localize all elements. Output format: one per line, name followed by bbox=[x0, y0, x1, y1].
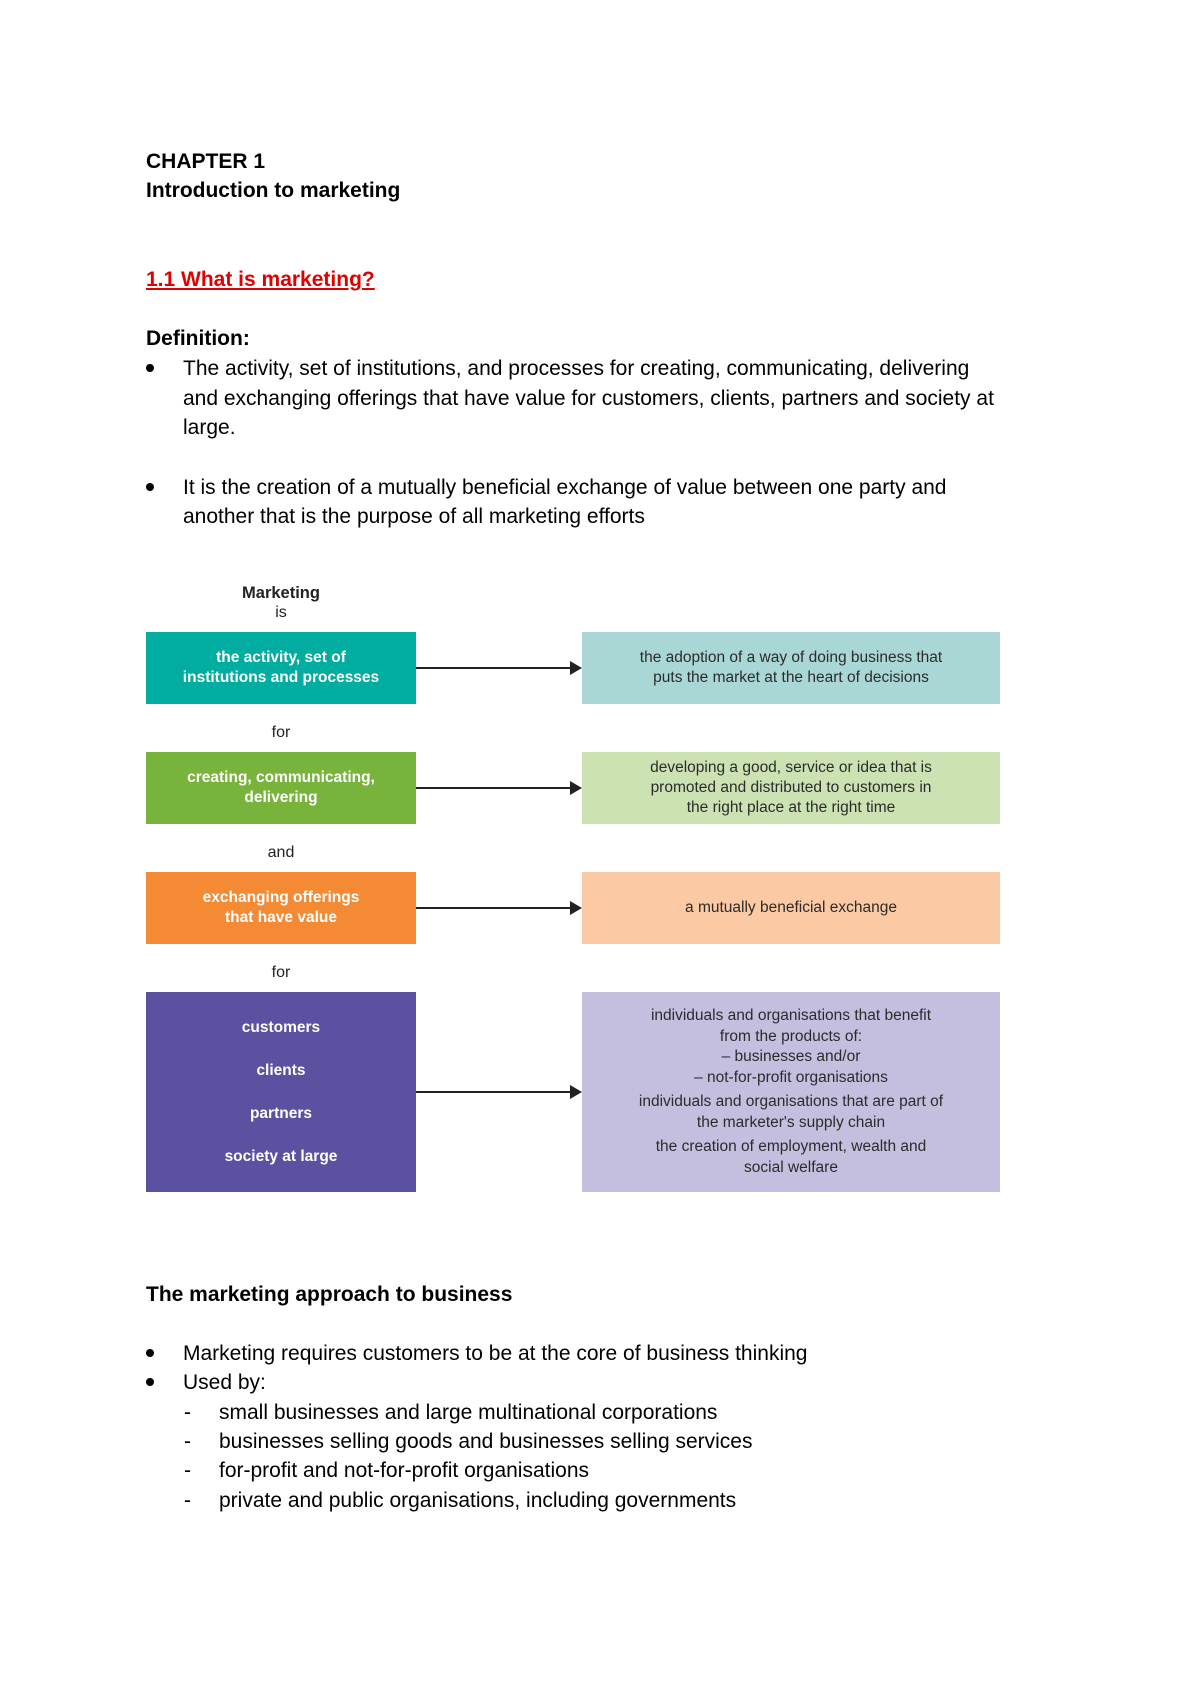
right-box-adoption bbox=[582, 632, 1000, 704]
used-by-item: businesses selling goods and businesses selling services bbox=[219, 1430, 753, 1453]
bullet-dot bbox=[146, 483, 154, 491]
approach-bullet: Marketing requires customers to be at the core of business thinking bbox=[183, 1342, 808, 1365]
diagram-connector: and bbox=[267, 844, 295, 861]
bullet-dot bbox=[146, 1349, 154, 1357]
stakeholder-item: society at large bbox=[224, 1147, 338, 1165]
box-text: puts the market at the heart of decisions bbox=[653, 669, 929, 686]
box-text: the right place at the right time bbox=[686, 799, 896, 816]
box-text: from the products of: bbox=[719, 1027, 863, 1045]
dash-marker: - bbox=[184, 1489, 191, 1512]
left-box-stakeholders bbox=[146, 992, 416, 1192]
used-by-item: small businesses and large multinational corporations bbox=[219, 1401, 718, 1424]
dash-marker: - bbox=[184, 1401, 191, 1424]
left-box-creating bbox=[146, 752, 416, 824]
box-text: social welfare bbox=[744, 1158, 838, 1176]
right-box-beneficiaries bbox=[582, 992, 1000, 1192]
left-box-activity bbox=[146, 632, 416, 704]
box-text: the adoption of a way of doing business that bbox=[639, 649, 943, 666]
arrow-head-icon bbox=[570, 1085, 582, 1099]
definition-line: large. bbox=[183, 416, 236, 439]
box-text: that have value bbox=[225, 909, 337, 926]
arrow-head-icon bbox=[570, 901, 582, 915]
definition-line: and exchanging offerings that have value for customers, clients, partners and society at bbox=[183, 387, 994, 410]
diagram-connector: is bbox=[275, 604, 287, 621]
box-text: delivering bbox=[244, 789, 318, 806]
box-text: promoted and distributed to customers in bbox=[650, 779, 932, 796]
arrow-line bbox=[416, 667, 570, 669]
section-heading: 1.1 What is marketing? bbox=[146, 268, 375, 291]
approach-heading: The marketing approach to business bbox=[146, 1283, 513, 1306]
box-text: a mutually beneficial exchange bbox=[685, 899, 897, 916]
bullet-dot bbox=[146, 1378, 154, 1386]
dash-marker: - bbox=[184, 1459, 191, 1482]
stakeholder-item: customers bbox=[241, 1018, 321, 1036]
box-text: creating, communicating, bbox=[187, 769, 375, 786]
right-box-exchange bbox=[582, 872, 1000, 944]
arrow-line bbox=[416, 907, 570, 909]
chapter-title: Introduction to marketing bbox=[146, 179, 401, 202]
arrow-head-icon bbox=[570, 781, 582, 795]
approach-bullet: Used by: bbox=[183, 1371, 266, 1394]
box-text: exchanging offerings bbox=[202, 889, 360, 906]
chapter-number: CHAPTER 1 bbox=[146, 150, 266, 173]
definition-line: It is the creation of a mutually beneficial exchange of value between one party and bbox=[183, 476, 947, 499]
stakeholder-list bbox=[225, 992, 338, 1192]
definition-label: Definition: bbox=[146, 327, 250, 350]
definition-line: another that is the purpose of all marketing efforts bbox=[183, 505, 645, 528]
stakeholder-item: clients bbox=[256, 1061, 306, 1079]
left-box-exchanging bbox=[146, 872, 416, 944]
box-text: – not-for-profit organisations bbox=[694, 1068, 888, 1086]
box-text: developing a good, service or idea that is bbox=[650, 759, 932, 776]
dash-marker: - bbox=[184, 1430, 191, 1453]
diagram-top-label: Marketing bbox=[242, 584, 320, 602]
box-text: the activity, set of bbox=[216, 649, 346, 666]
diagram-connector: for bbox=[271, 724, 291, 741]
box-text: the marketer's supply chain bbox=[696, 1113, 886, 1131]
arrow-head-icon bbox=[570, 661, 582, 675]
stakeholder-item: partners bbox=[249, 1104, 312, 1122]
box-text: – businesses and/or bbox=[721, 1048, 861, 1065]
arrow-line bbox=[416, 787, 570, 789]
box-text: the creation of employment, wealth and bbox=[655, 1138, 927, 1155]
bullet-dot bbox=[146, 364, 154, 372]
arrow-line bbox=[416, 1091, 570, 1093]
used-by-item: private and public organisations, including governments bbox=[219, 1489, 737, 1512]
definition-line: The activity, set of institutions, and processes for creating, communicating, delivering bbox=[183, 357, 970, 380]
used-by-item: for-profit and not-for-profit organisations bbox=[219, 1459, 590, 1482]
box-text: individuals and organisations that are part of bbox=[638, 1093, 944, 1110]
box-text: institutions and processes bbox=[182, 669, 380, 686]
diagram-connector: for bbox=[271, 964, 291, 981]
right-box-developing bbox=[582, 752, 1000, 824]
box-text: individuals and organisations that benefit bbox=[650, 1007, 932, 1024]
